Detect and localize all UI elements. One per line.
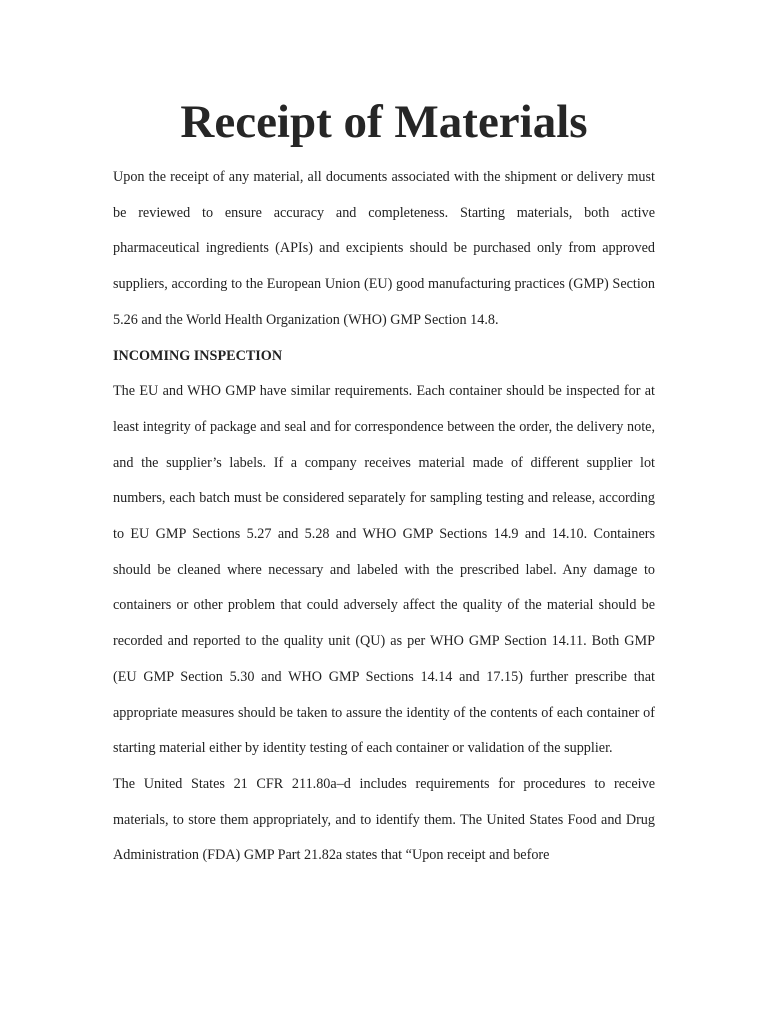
document-body <box>113 160 655 874</box>
paragraph-inspection: The EU and WHO GMP have similar requirements. Each container should be inspected for at least integrity of package and seal and for correspondence between the order, the delivery note, and the supplier’s labels. If a company receives material made of different supplier lot numbers, each batch must be considered separately for sampling testing and release, according to EU GMP Sections 5.27 and 5.28 and WHO GMP Sections 14.9 and 14.10. Containers should be cleaned where necessary and labeled with the prescribed label. Any damage to containers or other problem that could adversely affect the quality of the material should be recorded and reported to the quality unit (QU) as per WHO GMP Section 14.11. Both GMP (EU GMP Section 5.30 and WHO GMP Sections 14.14 and 17.15) further prescribe that appropriate measures should be taken to assure the identity of the contents of each container of starting material either by identity testing of each container or validation of the supplier. <box>113 383 655 757</box>
paragraph-us-requirements: The United States 21 CFR 211.80a–d includes requirements for procedures to receive materials, to store them appropriately, and to identify them. The United States Food and Drug Administration (FDA) GMP Part 21.82a states that “Upon receipt and before <box>113 775 655 864</box>
section-heading-incoming-inspection: INCOMING INSPECTION <box>113 347 283 364</box>
page-title: Receipt of Materials <box>180 96 588 148</box>
paragraph-receipt: Upon the receipt of any material, all documents associated with the shipment or delivery must be reviewed to ensure accuracy and completeness. Starting materials, both active pharmaceutical ingredients (APIs) and excipients should be purchased only from approved suppliers, according to the European Union (EU) good manufacturing practices (GMP) Section 5.26 and the World Health Organization (WHO) GMP Section 14.8. <box>113 169 655 328</box>
